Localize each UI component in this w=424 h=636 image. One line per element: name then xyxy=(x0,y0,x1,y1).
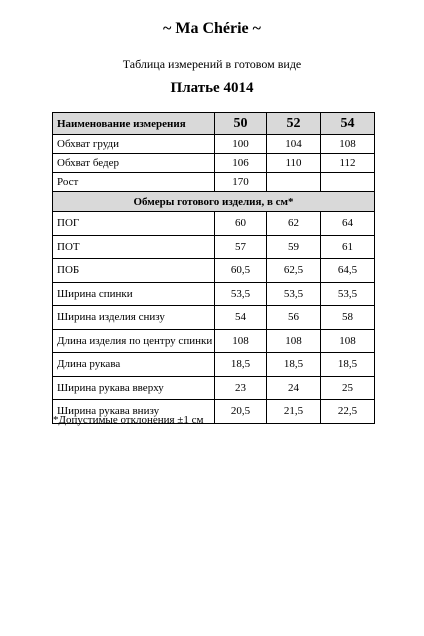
row-value: 110 xyxy=(267,154,321,173)
tolerance-note: *Допустимые отклонения ±1 см xyxy=(53,414,204,426)
table-row-hips xyxy=(53,154,375,173)
row-label: Рост xyxy=(53,173,215,192)
row-value: 22,5 xyxy=(321,400,375,424)
size-52: 52 xyxy=(267,113,321,135)
row-value: 100 xyxy=(215,135,267,154)
row-value: 108 xyxy=(215,329,267,353)
row-value: 104 xyxy=(267,135,321,154)
row-value: 18,5 xyxy=(321,353,375,377)
row-value xyxy=(267,173,321,192)
row-label: ПОГ xyxy=(53,212,215,236)
row-value: 106 xyxy=(215,154,267,173)
table-row-pog xyxy=(53,212,375,236)
row-value: 61 xyxy=(321,235,375,259)
table-row-sleeve-top-width xyxy=(53,376,375,400)
row-value: 64 xyxy=(321,212,375,236)
table-row-chest xyxy=(53,135,375,154)
row-label: Ширина изделия снизу xyxy=(53,306,215,330)
header-label: Наименование измерения xyxy=(53,113,215,135)
table-row-back-width xyxy=(53,282,375,306)
table-row-hem-width xyxy=(53,306,375,330)
row-value: 59 xyxy=(267,235,321,259)
row-label: ПОБ xyxy=(53,259,215,283)
row-label: ПОТ xyxy=(53,235,215,259)
section-header-row xyxy=(53,192,375,212)
measurement-table xyxy=(52,112,375,424)
row-label: Длина изделия по центру спинки xyxy=(53,329,215,353)
section-title: Обмеры готового изделия, в см* xyxy=(53,192,375,212)
row-label: Длина рукава xyxy=(53,353,215,377)
row-value: 54 xyxy=(215,306,267,330)
table-subtitle: Таблица измерений в готовом виде xyxy=(122,57,302,71)
table-row-sleeve-length xyxy=(53,353,375,377)
brand-title: ~ Ma Chérie ~ xyxy=(163,20,261,37)
row-value: 112 xyxy=(321,154,375,173)
row-value: 53,5 xyxy=(215,282,267,306)
row-value: 58 xyxy=(321,306,375,330)
row-label: Ширина рукава вверху xyxy=(53,376,215,400)
model-title: Платье 4014 xyxy=(170,80,254,96)
row-value: 170 xyxy=(215,173,267,192)
table-row-pot xyxy=(53,235,375,259)
row-label: Обхват груди xyxy=(53,135,215,154)
row-value: 18,5 xyxy=(267,353,321,377)
row-label: Ширина рукава внизу xyxy=(53,400,215,424)
row-value: 25 xyxy=(321,376,375,400)
row-value: 108 xyxy=(321,329,375,353)
row-value: 18,5 xyxy=(215,353,267,377)
row-value: 108 xyxy=(267,329,321,353)
row-label: Ширина спинки xyxy=(53,282,215,306)
row-value: 20,5 xyxy=(215,400,267,424)
row-value: 60 xyxy=(215,212,267,236)
row-value: 23 xyxy=(215,376,267,400)
row-value: 64,5 xyxy=(321,259,375,283)
row-value: 62 xyxy=(267,212,321,236)
row-value: 62,5 xyxy=(267,259,321,283)
row-value: 24 xyxy=(267,376,321,400)
table-row-back-length xyxy=(53,329,375,353)
size-54: 54 xyxy=(321,113,375,135)
table-row-height xyxy=(53,173,375,192)
table-header-row xyxy=(53,113,375,135)
row-value: 60,5 xyxy=(215,259,267,283)
row-value: 53,5 xyxy=(267,282,321,306)
row-value: 108 xyxy=(321,135,375,154)
row-value: 56 xyxy=(267,306,321,330)
row-value: 57 xyxy=(215,235,267,259)
row-value xyxy=(321,173,375,192)
row-value: 53,5 xyxy=(321,282,375,306)
table-row-pob xyxy=(53,259,375,283)
size-50: 50 xyxy=(215,113,267,135)
row-label: Обхват бедер xyxy=(53,154,215,173)
row-value: 21,5 xyxy=(267,400,321,424)
